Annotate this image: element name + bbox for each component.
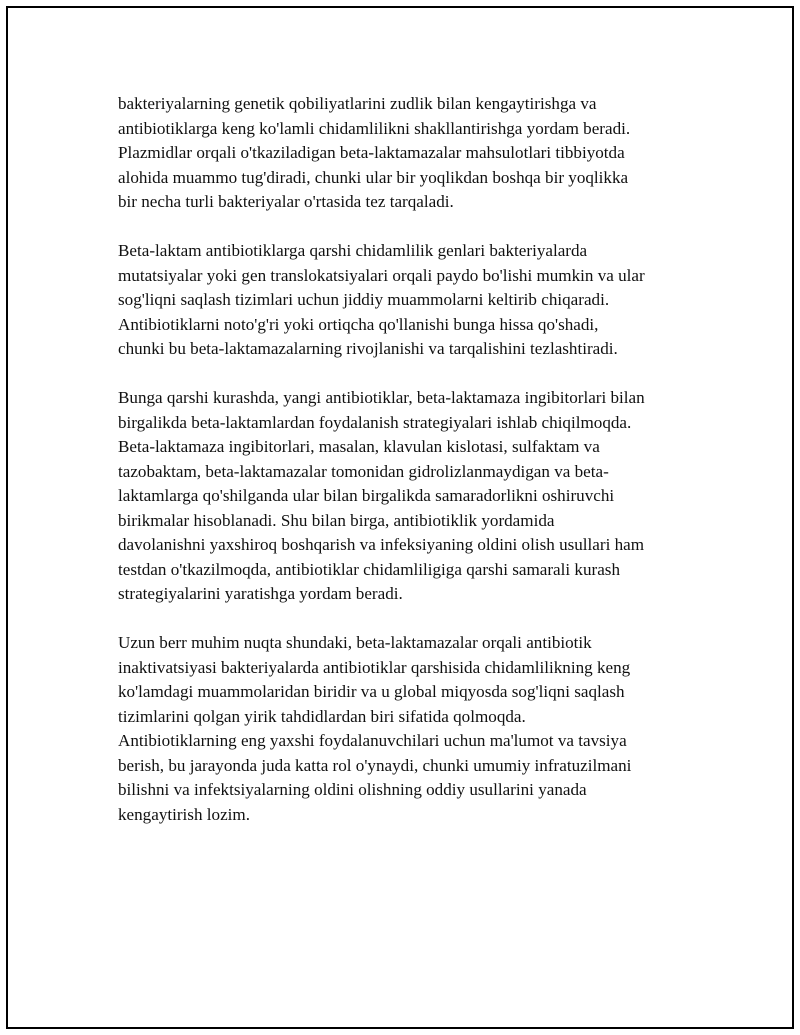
text-line: mutatsiyalar yoki gen translokatsiyalari orqali paydo bo'lishi mumkin va ular (118, 265, 645, 285)
text-line: tizimlarini qolgan yirik tahdidlardan biri sifatida qolmoqda. (118, 706, 526, 726)
text-line: Antibiotiklarni noto'g'ri yoki ortiqcha qo'llanishi bunga hissa qo'shadi, (118, 314, 599, 334)
text-line: birikmalar hisoblanadi. Shu bilan birga, antibiotiklik yordamida (118, 510, 555, 530)
text-line: laktamlarga qo'shilganda ular bilan birgalikda samaradorlikni oshiruvchi (118, 486, 615, 505)
text-line: Plazmidlar orqali o'tkaziladigan beta-laktamazalar mahsulotlari tibbiyotda (118, 143, 625, 162)
text-line: birgalikda beta-laktamlardan foydalanish strategiyalari ishlab chiqilmoqda. (118, 412, 632, 432)
text-line: Bunga qarshi kurashda, yangi antibiotiklar, beta-laktamaza ingibitorlari bilan (118, 388, 645, 407)
text-line: ko'lamdagi muammolaridan biridir va u global miqyosda sog'liqni saqlash (118, 682, 625, 701)
text-line: testdan o'tkazilmoqda, antibiotiklar chidamliligiga qarshi samarali kurash (118, 559, 620, 579)
paragraph-2 (118, 239, 708, 362)
paragraph-4 (118, 631, 708, 827)
text-line: Beta-laktamaza ingibitorlari, masalan, klavulan kislotasi, sulfaktam va (118, 437, 600, 456)
text-line: Antibiotiklarning eng yaxshi foydalanuvchilari uchun ma'lumot va tavsiya (118, 731, 627, 750)
text-line: kengaytirish lozim. (118, 804, 250, 824)
text-line: davolanishni yaxshiroq boshqarish va infeksiyaning oldini olish usullari ham (118, 535, 645, 554)
paragraph-3 (118, 386, 708, 607)
text-line: chunki bu beta-laktamazalarning rivojlanishi va tarqalishini tezlashtiradi. (118, 339, 618, 358)
text-line: bilishni va infektsiyalarning oldini olishning oddiy usullarini yanada (118, 780, 587, 799)
text-line: bir necha turli bakteriyalar o'rtasida tez tarqaladi. (118, 192, 454, 211)
text-line: antibiotiklarga keng ko'lamli chidamlilikni shakllantirishga yordam beradi. (118, 118, 631, 138)
text-line: Beta-laktam antibiotiklarga qarshi chidamlilik genlari bakteriyalarda (118, 241, 588, 260)
text-line: alohida muammo tug'diradi, chunki ular bir yoqlikdan boshqa bir yoqlikka (118, 167, 629, 187)
text-line: Uzun berr muhim nuqta shundaki, beta-laktamazalar orqali antibiotik (118, 633, 592, 652)
text-line: inaktivatsiyasi bakteriyalarda antibiotiklar qarshisida chidamlilikning keng (118, 657, 631, 677)
text-line: sog'liqni saqlash tizimlari uchun jiddiy muammolarni keltirib chiqaradi. (118, 290, 610, 309)
text-line: strategiyalarini yaratishga yordam beradi. (118, 584, 403, 603)
text-line: bakteriyalarning genetik qobiliyatlarini zudlik bilan kengaytirishga va (118, 94, 597, 113)
paragraph-1 (118, 92, 708, 215)
text-line: tazobaktam, beta-laktamazalar tomonidan gidrolizlanmaydigan va beta- (118, 461, 609, 481)
document-body (118, 92, 708, 852)
text-line: berish, bu jarayonda juda katta rol o'ynaydi, chunki umumiy infratuzilmani (118, 755, 632, 775)
